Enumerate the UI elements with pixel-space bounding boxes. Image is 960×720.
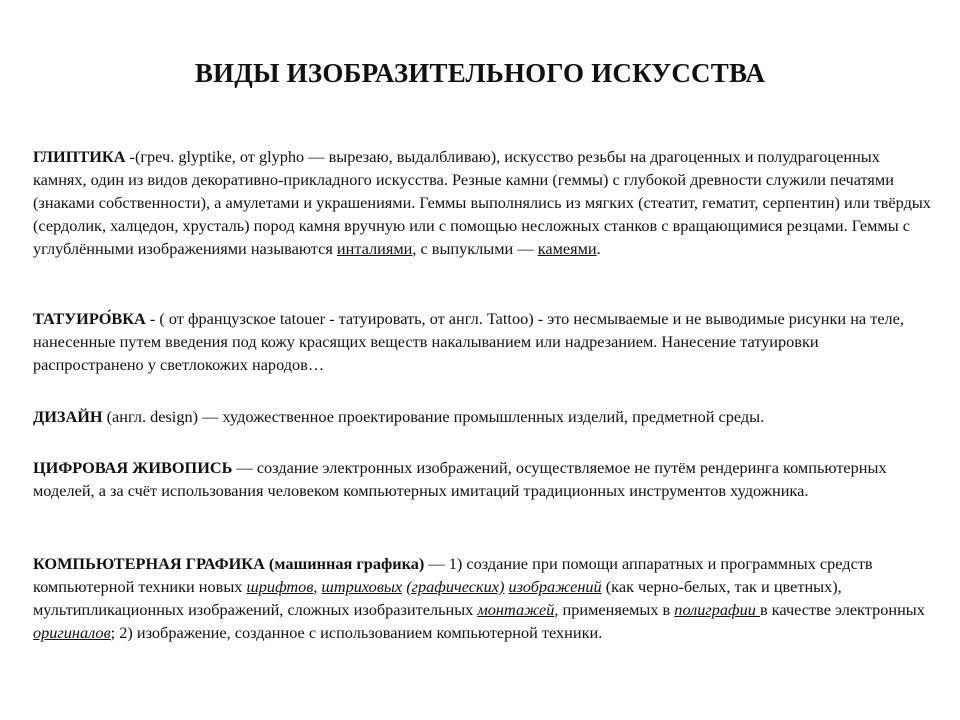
link-images[interactable]: изображений	[508, 577, 602, 596]
term-glyptics: ГЛИПТИКА	[33, 147, 126, 166]
cg-text-8: ; 2) изображение, созданное с использованием компьютерной техники.	[110, 623, 603, 642]
digital-painting-text: — создание электронных изображений, осуществляемое не путём рендеринга компьютерных моделей, а за счёт использования человеком компьютерных имитаций традиционных инструментов художника.	[33, 458, 887, 500]
cg-text-2: ,	[313, 577, 322, 596]
cg-text-5: (как черно-белых, так и цветных), мультипликационных изображений, сложных изобразительных	[33, 577, 842, 619]
glyptics-text-3: .	[596, 239, 601, 258]
term-tattoo: ТАТУИРО́ВКА	[33, 309, 146, 328]
link-hatched[interactable]: штриховых	[321, 577, 403, 596]
paragraph-design	[33, 405, 933, 428]
cg-text-1: — 1) создание при помощи аппаратных и программных средств компьютерной техники новых	[33, 554, 873, 596]
paragraph-glyptics	[33, 145, 933, 260]
link-graphic[interactable]: (графических)	[406, 577, 505, 596]
link-originals[interactable]: оригиналов	[33, 623, 111, 642]
link-fonts[interactable]: шрифтов	[246, 577, 314, 596]
design-text: (англ. design) — художественное проектирование промышленных изделий, предметной среды.	[102, 407, 765, 426]
cg-text-6: , применяемых в	[554, 600, 675, 619]
link-printing[interactable]: полиграфии	[674, 600, 760, 619]
paragraph-computer-graphics	[33, 552, 933, 644]
term-computer-graphics: КОМПЬЮТЕРНАЯ ГРАФИКА (машинная графика)	[33, 554, 425, 573]
link-cameo[interactable]: камеями	[537, 239, 597, 258]
paragraph-tattoo	[33, 307, 933, 376]
cg-text-7: в качестве электронных	[759, 600, 925, 619]
paragraph-digital-painting	[33, 456, 933, 502]
page-title: ВИДЫ ИЗОБРАЗИТЕЛЬНОГО ИСКУССТВА	[194, 58, 766, 88]
glyptics-text-2: , с выпуклыми —	[412, 239, 538, 258]
tattoo-text: - ( от французское tatouer - татуировать, от англ. Tattoo) - это несмываемые и не выводимые рисунки на теле, нанесенные путем введения под кожу красящих веществ накалыванием или надрезанием. Нанесение татуировки распространено у светлокожих народов…	[33, 309, 904, 374]
term-design: ДИЗАЙН	[33, 407, 103, 426]
link-montages[interactable]: монтажей	[477, 600, 555, 619]
term-digital-painting: ЦИФРОВАЯ ЖИВОПИСЬ	[33, 458, 233, 477]
glyptics-text: -(греч. glyptike, от glypho — вырезаю, выдалбливаю), искусство резьбы на драгоценных и полудрагоценных камнях, один из видов декоративно-прикладного искусства. Резные камни (геммы) с глубокой древности служили печатями (знаками собственности), а амулетами и украшениями. Геммы выполнялись из мягких (стеатит, гематит, серпентин) или твёрдых (сердолик, халцедон, хрусталь) пород камня вручную или с помощью несложных станков с вращающимися резцами. Геммы с углублёнными изображениями называются	[33, 147, 931, 258]
link-intaglio[interactable]: инталиями	[336, 239, 413, 258]
